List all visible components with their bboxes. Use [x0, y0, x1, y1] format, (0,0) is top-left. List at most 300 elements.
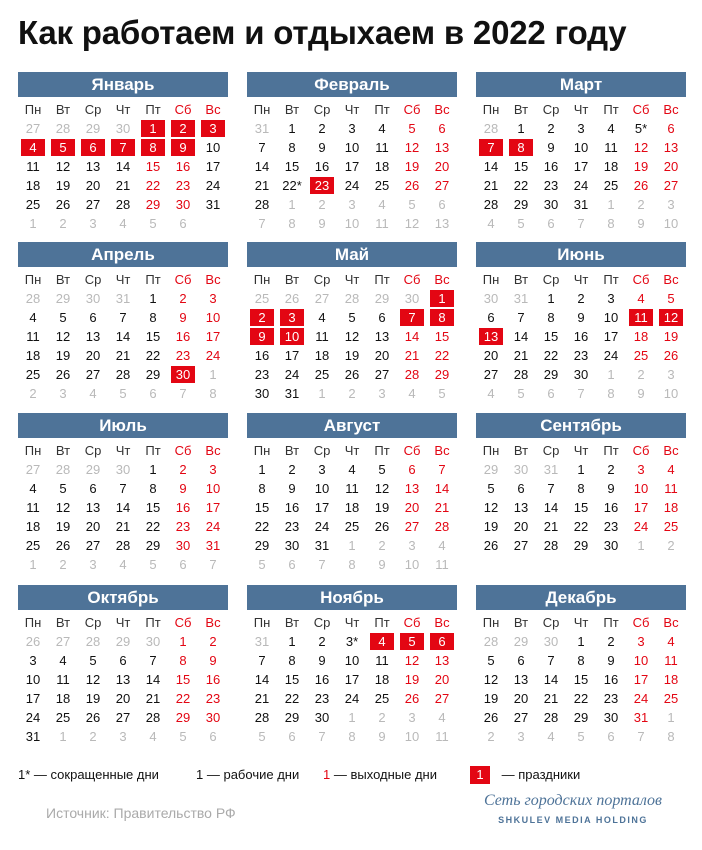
other-month-day: 5: [149, 216, 157, 231]
weekend-day: 27: [404, 519, 420, 534]
day-cell: 23: [314, 691, 330, 706]
weekday-label: Вт: [55, 443, 71, 458]
holiday-day: 8: [430, 309, 454, 326]
weekend-day: 16: [175, 159, 191, 174]
weekend-day: 22: [145, 178, 161, 193]
day-cell: 18: [344, 500, 360, 515]
day-cell: 18: [25, 519, 41, 534]
weekday-label: Сб: [174, 615, 192, 630]
weekend-day: 27: [434, 691, 450, 706]
day-cell: 4: [378, 121, 386, 136]
holiday-day: 4: [21, 139, 45, 156]
day-cell: 12: [374, 481, 390, 496]
day-cell: 8: [288, 653, 296, 668]
day-cell: 28: [543, 710, 559, 725]
month-block: [247, 413, 457, 574]
day-cell: 1: [288, 121, 296, 136]
day-cell: 13: [85, 500, 101, 515]
weekend-day: 10: [633, 481, 649, 496]
day-cell: 4: [59, 653, 67, 668]
day-cell: 19: [344, 348, 360, 363]
weekend-day: 17: [205, 500, 221, 515]
month-block: [476, 413, 686, 555]
weekend-day: 10: [205, 310, 221, 325]
day-cell: 21: [254, 691, 270, 706]
day-cell: 1: [288, 634, 296, 649]
other-month-day: 4: [119, 216, 127, 231]
day-cell: 21: [254, 178, 270, 193]
weekend-day: 26: [663, 348, 679, 363]
day-cell: 6: [89, 310, 97, 325]
legend-short-mark: 1*: [18, 767, 31, 782]
other-month-day: 1: [667, 710, 675, 725]
day-cell: 13: [85, 159, 101, 174]
weekday-label: Пн: [482, 443, 500, 458]
other-month-day: 3: [348, 197, 356, 212]
day-cell: 22: [254, 519, 270, 534]
weekday-label: Пн: [253, 615, 271, 630]
day-cell: 15: [573, 500, 589, 515]
weekend-day: 30: [175, 197, 191, 212]
weekday-label: Вс: [205, 102, 221, 117]
other-month-day: 2: [29, 386, 37, 401]
month-header: Сентябрь: [476, 413, 686, 438]
weekend-day: 4: [637, 291, 645, 306]
day-cell: 30: [603, 538, 619, 553]
other-month-day: 1: [29, 216, 37, 231]
holiday-day: 7: [400, 309, 424, 326]
day-cell: 30: [603, 710, 619, 725]
day-cell: 29: [573, 538, 589, 553]
day-cell: 14: [115, 159, 131, 174]
day-cell: 11: [345, 481, 359, 496]
weekend-day: 11: [664, 653, 678, 668]
other-month-day: 30: [85, 291, 101, 306]
other-month-day: 9: [378, 729, 386, 744]
day-cell: 8: [149, 310, 157, 325]
day-cell: 9: [607, 481, 615, 496]
weekend-day: 15: [145, 159, 161, 174]
day-cell: 24: [603, 348, 619, 363]
weekday-label: Сб: [403, 615, 421, 630]
other-month-day: 7: [318, 729, 326, 744]
day-cell: 17: [205, 159, 221, 174]
month-days-grid: [476, 270, 686, 403]
weekend-day: 4: [667, 462, 675, 477]
weekday-label: Вс: [434, 443, 450, 458]
weekday-label: Чт: [344, 272, 360, 287]
month-days-grid: [476, 441, 686, 555]
weekday-label: Пт: [374, 615, 390, 630]
month-block: [18, 72, 228, 233]
day-cell: 3: [577, 121, 585, 136]
day-cell: 19: [85, 691, 101, 706]
other-month-day: 7: [318, 557, 326, 572]
day-cell: 27: [115, 710, 131, 725]
other-month-day: 30: [543, 634, 559, 649]
other-month-day: 1: [348, 710, 356, 725]
other-month-day: 30: [115, 121, 131, 136]
other-month-day: 30: [513, 462, 529, 477]
day-cell: 18: [374, 159, 390, 174]
day-cell: 11: [375, 140, 389, 155]
other-month-day: 8: [288, 216, 296, 231]
other-month-day: 2: [487, 729, 495, 744]
day-cell: 27: [374, 367, 390, 382]
day-cell: 5: [348, 310, 356, 325]
month-block: [18, 413, 228, 574]
day-cell: 26: [344, 367, 360, 382]
legend-holiday-label: — праздники: [501, 767, 581, 782]
weekday-label: Пн: [253, 272, 271, 287]
day-cell: 19: [55, 178, 71, 193]
weekday-label: Пн: [482, 102, 500, 117]
day-cell: 5: [59, 310, 67, 325]
month-block: [18, 242, 228, 403]
month-block: [247, 72, 457, 233]
day-cell: 25: [55, 710, 71, 725]
other-month-day: 8: [209, 386, 217, 401]
other-month-day: 1: [209, 367, 217, 382]
day-cell: 9: [318, 140, 326, 155]
day-cell: 28: [115, 538, 131, 553]
other-month-day: 4: [438, 538, 446, 553]
weekday-label: Вс: [663, 615, 679, 630]
weekend-day: 29: [175, 710, 191, 725]
weekend-day: 25: [663, 691, 679, 706]
day-cell: 13: [513, 672, 529, 687]
weekday-label: Ср: [84, 102, 102, 117]
day-cell: 7: [258, 140, 266, 155]
day-cell: 27: [85, 367, 101, 382]
day-cell: 10: [344, 653, 360, 668]
day-cell: 20: [513, 691, 529, 706]
weekday-label: Пн: [24, 102, 42, 117]
day-cell: 2: [547, 121, 555, 136]
other-month-day: 8: [348, 729, 356, 744]
other-month-day: 29: [513, 634, 529, 649]
month-header: Январь: [18, 72, 228, 97]
weekday-label: Сб: [174, 272, 192, 287]
holiday-day: 2: [171, 120, 195, 137]
day-cell: 5: [89, 653, 97, 668]
day-cell: 1: [149, 462, 157, 477]
other-month-day: 10: [663, 386, 679, 401]
weekday-label: Вт: [284, 272, 300, 287]
other-month-day: 27: [55, 634, 71, 649]
day-cell: 31: [314, 538, 330, 553]
day-cell: 9: [607, 653, 615, 668]
other-month-day: 28: [344, 291, 360, 306]
day-cell: 11: [26, 500, 40, 515]
holiday-day: 5: [51, 139, 75, 156]
legend-off-days: [323, 766, 437, 784]
day-cell: 15: [543, 329, 559, 344]
day-cell: 24: [284, 367, 300, 382]
day-cell: 25: [25, 197, 41, 212]
weekday-label: Вт: [55, 102, 71, 117]
day-cell: 27: [85, 197, 101, 212]
weekday-label: Ср: [542, 443, 560, 458]
day-cell: 9: [288, 481, 296, 496]
weekday-label: Чт: [344, 615, 360, 630]
day-cell: 27: [85, 538, 101, 553]
weekend-day: 11: [664, 481, 678, 496]
month-header: Февраль: [247, 72, 457, 97]
day-cell: 2: [318, 634, 326, 649]
day-cell: 28: [543, 538, 559, 553]
day-cell: 19: [55, 519, 71, 534]
day-cell: 15: [145, 329, 161, 344]
day-cell: 28: [145, 710, 161, 725]
weekday-label: Пт: [603, 102, 619, 117]
weekend-day: 23: [175, 178, 191, 193]
weekend-day: 5: [408, 121, 416, 136]
month-days-grid: [476, 100, 686, 233]
legend-holiday-mark: 1: [470, 766, 490, 784]
other-month-day: 6: [149, 386, 157, 401]
other-month-day: 7: [179, 386, 187, 401]
day-cell: 13: [513, 500, 529, 515]
day-cell: 6: [487, 310, 495, 325]
day-cell: 1: [149, 291, 157, 306]
day-cell: 14: [115, 329, 131, 344]
other-month-day: 2: [667, 538, 675, 553]
other-month-day: 3: [378, 386, 386, 401]
other-month-day: 3: [89, 216, 97, 231]
weekday-label: Вт: [513, 272, 529, 287]
weekend-day: 14: [404, 329, 420, 344]
day-cell: 26: [55, 367, 71, 382]
day-cell: 12: [483, 672, 499, 687]
other-month-day: 1: [59, 729, 67, 744]
month-header: Июль: [18, 413, 228, 438]
day-cell: 4: [607, 121, 615, 136]
other-month-day: 28: [85, 634, 101, 649]
other-month-day: 9: [637, 216, 645, 231]
weekday-label: Пн: [24, 272, 42, 287]
weekend-day: 25: [663, 519, 679, 534]
month-days-grid: [18, 613, 228, 746]
month-days-grid: [247, 100, 457, 233]
weekday-label: Сб: [632, 102, 650, 117]
weekend-day: 21: [434, 500, 450, 515]
other-month-day: 10: [404, 729, 420, 744]
day-cell: 6: [119, 653, 127, 668]
weekday-label: Вс: [205, 615, 221, 630]
day-cell: 17: [344, 672, 360, 687]
day-cell: 28: [115, 197, 131, 212]
month-header: Май: [247, 242, 457, 267]
day-cell: 22: [513, 178, 529, 193]
day-cell: 9: [547, 140, 555, 155]
day-cell: 5: [378, 462, 386, 477]
weekend-day: 2: [179, 291, 187, 306]
weekend-day: 29: [145, 197, 161, 212]
other-month-day: 7: [577, 386, 585, 401]
other-month-day: 9: [378, 557, 386, 572]
day-cell: 1: [577, 462, 585, 477]
weekday-label: Ср: [542, 102, 560, 117]
other-month-day: 7: [258, 216, 266, 231]
holiday-day: 1: [141, 120, 165, 137]
day-cell: 16: [284, 500, 300, 515]
day-cell: 7: [119, 481, 127, 496]
month-days-grid: [18, 270, 228, 403]
weekend-day: 13: [434, 653, 450, 668]
month-block: [18, 585, 228, 746]
day-cell: 2: [607, 634, 615, 649]
weekday-label: Чт: [573, 272, 589, 287]
weekday-label: Вт: [513, 443, 529, 458]
other-month-day: 1: [318, 386, 326, 401]
weekday-label: Чт: [115, 272, 131, 287]
other-month-day: 1: [607, 367, 615, 382]
other-month-day: 26: [25, 634, 41, 649]
day-cell: 11: [26, 159, 40, 174]
weekday-label: Ср: [542, 615, 560, 630]
day-cell: 25: [344, 519, 360, 534]
day-cell: 14: [115, 500, 131, 515]
weekday-label: Вт: [284, 443, 300, 458]
day-cell: 30: [284, 538, 300, 553]
day-cell: 15: [254, 500, 270, 515]
day-cell: 19: [374, 500, 390, 515]
day-cell: 27: [483, 367, 499, 382]
weekday-label: Пт: [145, 102, 161, 117]
day-cell: 30: [543, 197, 559, 212]
weekend-day: 27: [434, 178, 450, 193]
weekend-day: 29: [434, 367, 450, 382]
legend-work-label: — рабочие дни: [206, 767, 300, 782]
day-cell: 10: [314, 481, 330, 496]
other-month-day: 7: [577, 216, 585, 231]
legend-short-label: — сокращенные дни: [33, 767, 159, 782]
other-month-day: 10: [344, 216, 360, 231]
other-month-day: 5: [517, 216, 525, 231]
day-cell: 15: [513, 159, 529, 174]
weekday-label: Чт: [115, 443, 131, 458]
weekend-day: 26: [633, 178, 649, 193]
day-cell: 15: [284, 159, 300, 174]
weekend-day: 8: [179, 653, 187, 668]
legend-off-mark: 1: [323, 767, 331, 782]
day-cell: 31: [205, 197, 221, 212]
day-cell: 20: [85, 178, 101, 193]
weekend-day: 10: [633, 653, 649, 668]
weekday-label: Ср: [542, 272, 560, 287]
weekend-day: 24: [205, 519, 221, 534]
weekday-label: Чт: [344, 443, 360, 458]
other-month-day: 4: [408, 386, 416, 401]
weekend-day: 28: [404, 367, 420, 382]
weekend-day: 23: [205, 691, 221, 706]
day-cell: 23: [573, 348, 589, 363]
day-cell: 12: [55, 329, 71, 344]
weekday-label: Пт: [603, 443, 619, 458]
day-cell: 31: [573, 197, 589, 212]
day-cell: 29: [543, 367, 559, 382]
weekend-day: 17: [633, 672, 649, 687]
weekend-day: 3: [637, 462, 645, 477]
weekend-day: 6: [408, 462, 416, 477]
weekday-label: Сб: [174, 443, 192, 458]
day-cell: 19: [483, 519, 499, 534]
month-header: Август: [247, 413, 457, 438]
other-month-day: 11: [375, 216, 389, 231]
other-month-day: 2: [89, 729, 97, 744]
day-cell: 7: [547, 481, 555, 496]
weekend-day: 3: [637, 634, 645, 649]
legend-work-mark: 1: [196, 767, 204, 782]
day-cell: 24: [205, 178, 221, 193]
legend-off-label: — выходные дни: [333, 767, 437, 782]
day-cell: 8: [577, 481, 585, 496]
day-cell: 24: [314, 519, 330, 534]
other-month-day: 2: [637, 367, 645, 382]
other-month-day: 6: [288, 729, 296, 744]
month-block: [476, 585, 686, 746]
day-cell: 17: [314, 500, 330, 515]
holiday-day: 4: [370, 633, 394, 650]
other-month-day: 2: [378, 710, 386, 725]
day-cell: 25: [603, 178, 619, 193]
other-month-day: 3: [408, 538, 416, 553]
other-month-day: 27: [25, 121, 41, 136]
weekday-label: Сб: [403, 102, 421, 117]
weekend-day: 26: [404, 178, 420, 193]
legend-holidays: [470, 766, 580, 784]
weekday-label: Пн: [253, 102, 271, 117]
page-title: Как работаем и отдыхаем в 2022 году: [18, 14, 627, 51]
holiday-day: 7: [111, 139, 135, 156]
other-month-day: 5: [258, 557, 266, 572]
weekend-day: 19: [633, 159, 649, 174]
day-cell: 5: [487, 653, 495, 668]
day-cell: 4: [29, 310, 37, 325]
logo-line-2: SHKULEV MEDIA HOLDING: [498, 815, 648, 825]
other-month-day: 10: [404, 557, 420, 572]
other-month-day: 5: [179, 729, 187, 744]
day-cell: 10: [573, 140, 589, 155]
day-cell: 26: [374, 519, 390, 534]
other-month-day: 1: [348, 538, 356, 553]
day-cell: 20: [85, 348, 101, 363]
weekday-label: Вт: [55, 615, 71, 630]
other-month-day: 6: [179, 216, 187, 231]
legend-short-days: [18, 766, 159, 784]
weekday-label: Вт: [513, 102, 529, 117]
other-month-day: 6: [288, 557, 296, 572]
holiday-day: 9: [171, 139, 195, 156]
weekday-label: Ср: [84, 615, 102, 630]
day-cell: 29: [145, 367, 161, 382]
day-cell: 11: [56, 672, 70, 687]
day-cell: 7: [258, 653, 266, 668]
weekday-label: Вс: [434, 272, 450, 287]
day-cell: 16: [543, 159, 559, 174]
other-month-day: 3: [408, 710, 416, 725]
other-month-day: 10: [663, 216, 679, 231]
day-cell: 20: [374, 348, 390, 363]
other-month-day: 2: [59, 557, 67, 572]
other-month-day: 28: [483, 634, 499, 649]
other-month-day: 30: [115, 462, 131, 477]
day-cell: 21: [483, 178, 499, 193]
weekend-day: 18: [663, 500, 679, 515]
day-cell: 6: [89, 481, 97, 496]
other-month-day: 29: [483, 462, 499, 477]
